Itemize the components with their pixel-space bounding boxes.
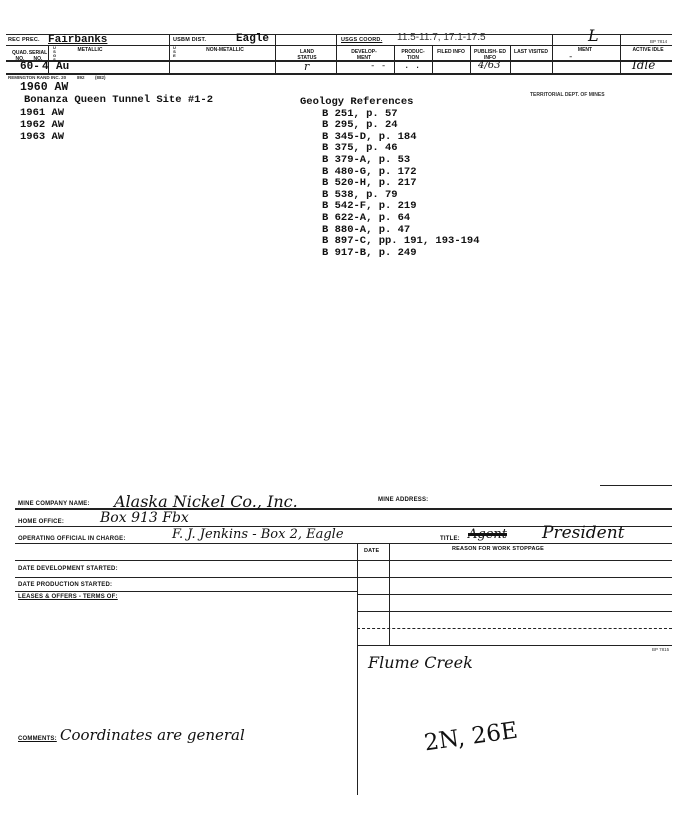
geology-ref: B 295, p. 24 (322, 119, 398, 132)
col-active-idle: ACTIVE IDLE (632, 47, 664, 53)
flume-creek-note: Flume Creek (368, 653, 473, 672)
col-ment: MENT (577, 47, 593, 53)
form-number-2: BP 7815 (652, 647, 670, 652)
col-quad-no: QUAD. NO. (11, 50, 29, 62)
leases-label: LEASES & OFFERS - TERMS OF: (18, 594, 118, 600)
log-list (20, 81, 213, 143)
log-entry: 1961 AW (20, 107, 65, 119)
geology-ref: B 520-H, p. 217 (322, 177, 417, 190)
mine-company-value: Alaska Nickel Co., Inc. (114, 492, 298, 511)
title-struck: Agent (468, 527, 507, 542)
log-entry: 1960 AW (20, 81, 69, 94)
land-status-value: r (304, 60, 310, 73)
home-office-value: Box 913 Fbx (100, 510, 189, 526)
operating-official-value: F. J. Jenkins - Box 2, Eagle (172, 527, 344, 542)
geology-ref: B 480-G, p. 172 (322, 165, 417, 178)
col-published-info: PUBLISH- ED INFO (474, 49, 506, 61)
geology-ref: B 251, p. 57 (322, 107, 398, 120)
comments-value: Coordinates are general (60, 726, 245, 744)
development-value: - - (370, 61, 387, 71)
geology-ref: B 897-C, pp. 191, 193-194 (322, 235, 480, 248)
log-entry: 1963 AW (20, 131, 65, 143)
col-usgs-letters: U S G S (52, 45, 57, 62)
production-value: . . (404, 61, 421, 71)
title-label: TITLE: (440, 536, 460, 542)
mine-address-label: MINE ADDRESS: (378, 497, 429, 503)
geology-ref: B 880-A, p. 47 (322, 223, 411, 236)
metallic-value: Au (56, 61, 70, 73)
usbm-dist-label: USBM DIST. (173, 37, 207, 43)
col-development: DEVELOP- MENT (351, 49, 377, 61)
home-office-label: HOME OFFICE: (18, 519, 65, 525)
geology-references (300, 97, 480, 259)
geology-title: Geology References (300, 96, 414, 108)
dev-started-label: DATE DEVELOPMENT STARTED: (18, 566, 118, 572)
geology-ref: B 538, p. 79 (322, 188, 398, 201)
form-number: BP 7814 (650, 39, 668, 44)
usgs-coord-label: USGS COORD. (341, 37, 383, 43)
township-note: 2N, 26E (422, 717, 520, 757)
reason-label: REASON FOR WORK STOPPAGE (452, 546, 544, 552)
col-metallic: METALLIC (77, 47, 103, 53)
log-entry: 1962 AW (20, 119, 65, 131)
geology-ref: B 917-B, p. 249 (322, 246, 417, 259)
date-label: DATE (364, 548, 380, 554)
col-non-metallic: NON-METALLIC (206, 47, 244, 53)
title-value: President (542, 523, 625, 543)
ment-value: - (568, 52, 574, 62)
quad-value: 60- (20, 61, 40, 73)
prod-started-label: DATE PRODUCTION STARTED: (18, 582, 113, 588)
serial-value: 4 (42, 61, 49, 73)
usgs-coord-value: 11.5-11.7, 17.1-17.5 (397, 32, 486, 43)
mine-company-label: MINE COMPANY NAME: (18, 501, 90, 507)
comments-label: COMMENTS: (18, 736, 57, 742)
operating-official-label: OPERATING OFFICIAL IN CHARGE: (18, 536, 126, 542)
active-idle-value: Idle (632, 58, 656, 72)
top-right-mark: L (588, 26, 599, 45)
published-info-value: 4/63 (478, 60, 501, 71)
col-use-letters: U S E (173, 45, 176, 58)
geology-ref: B 345-D, p. 184 (322, 130, 417, 143)
rec-prec-value: Fairbanks (48, 34, 108, 46)
geology-ref: B 622-A, p. 64 (322, 211, 411, 224)
col-last-visited: LAST VISITED (514, 49, 548, 55)
col-filed-info: FILED INFO (437, 49, 465, 55)
geology-ref: B 375, p. 46 (322, 142, 398, 155)
code-882: (882) (95, 75, 106, 80)
territorial-dept: TERRITORIAL DEPT. OF MINES (530, 92, 605, 98)
rec-prec-label: REC PREC. (8, 37, 40, 43)
col-land-status: LAND STATUS (297, 49, 317, 61)
code-892: 892 (77, 75, 85, 80)
remington-imprint: REMINGTON RAND INC. 20 (8, 75, 67, 80)
col-serial-no: SERIAL NO. (28, 50, 48, 62)
geology-ref: B 542-F, p. 219 (322, 200, 417, 213)
usbm-dist-value: Eagle (236, 33, 270, 45)
log-entry: Bonanza Queen Tunnel Site #1-2 (24, 94, 214, 106)
col-production: PRODUC- TION (401, 49, 425, 61)
geology-ref: B 379-A, p. 53 (322, 153, 411, 166)
